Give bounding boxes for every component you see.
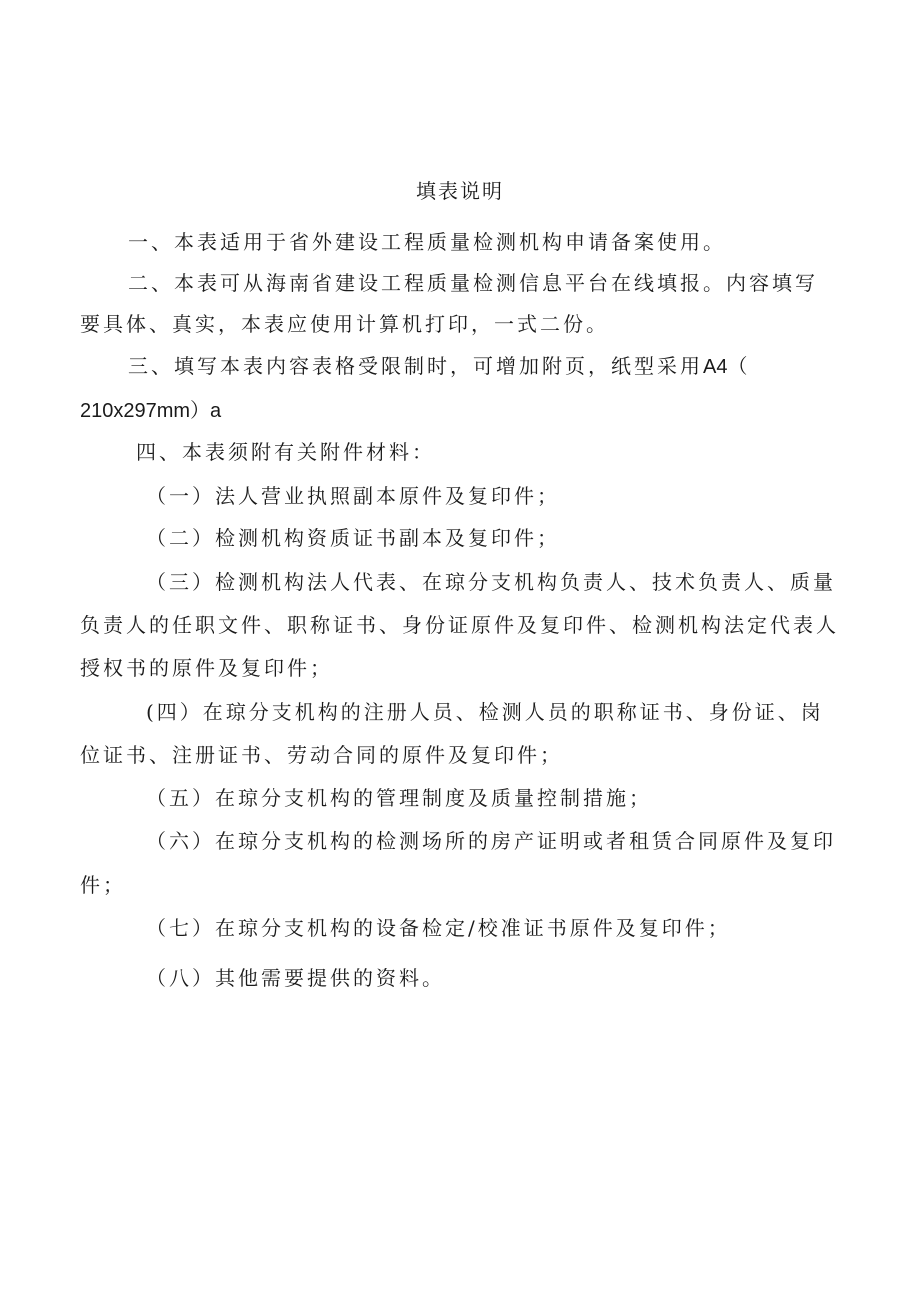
sub-item-8: （八）其他需要提供的资料。 bbox=[146, 966, 445, 990]
item-3-paper-size: A4（ bbox=[703, 356, 748, 378]
item-3-line-1-text: 三、填写本表内容表格受限制时，可增加附页，纸型采用 bbox=[128, 354, 703, 378]
sub-item-5: （五）在琼分支机构的管理制度及质量控制措施； bbox=[146, 786, 652, 810]
page-title: 填表说明 bbox=[416, 179, 504, 203]
sub-item-7: （七）在琼分支机构的设备检定/校准证书原件及复印件； bbox=[146, 916, 731, 940]
item-3-line-1 bbox=[128, 351, 747, 382]
sub-item-6-line-1: （六）在琼分支机构的检测场所的房产证明或者租赁合同原件及复印 bbox=[146, 829, 836, 853]
sub-item-3-line-3: 授权书的原件及复印件； bbox=[80, 656, 333, 680]
sub-item-2: （二）检测机构资质证书副本及复印件； bbox=[146, 526, 560, 550]
sub-item-1: （一）法人营业执照副本原件及复印件； bbox=[146, 484, 560, 508]
item-1: 一、本表适用于省外建设工程质量检测机构申请备案使用。 bbox=[128, 230, 726, 254]
sub-item-3-line-2: 负责人的任职文件、职称证书、身份证原件及复印件、检测机构法定代表人 bbox=[80, 613, 839, 637]
item-2-line-2: 要具体、真实，本表应使用计算机打印，一式二份。 bbox=[80, 312, 609, 336]
sub-item-6-line-2: 件； bbox=[80, 873, 126, 897]
sub-item-3-line-1: （三）检测机构法人代表、在琼分支机构负责人、技术负责人、质量 bbox=[146, 570, 836, 594]
item-3-line-2: 210x297mm）a bbox=[80, 400, 222, 422]
sub-item-4-line-2: 位证书、注册证书、劳动合同的原件及复印件； bbox=[80, 743, 563, 767]
sub-item-4-line-1: (四）在琼分支机构的注册人员、检测人员的职称证书、身份证、岗 bbox=[146, 700, 824, 724]
item-2-line-1: 二、本表可从海南省建设工程质量检测信息平台在线填报。内容填写 bbox=[128, 271, 818, 295]
item-4: 四、本表须附有关附件材料： bbox=[136, 440, 435, 464]
